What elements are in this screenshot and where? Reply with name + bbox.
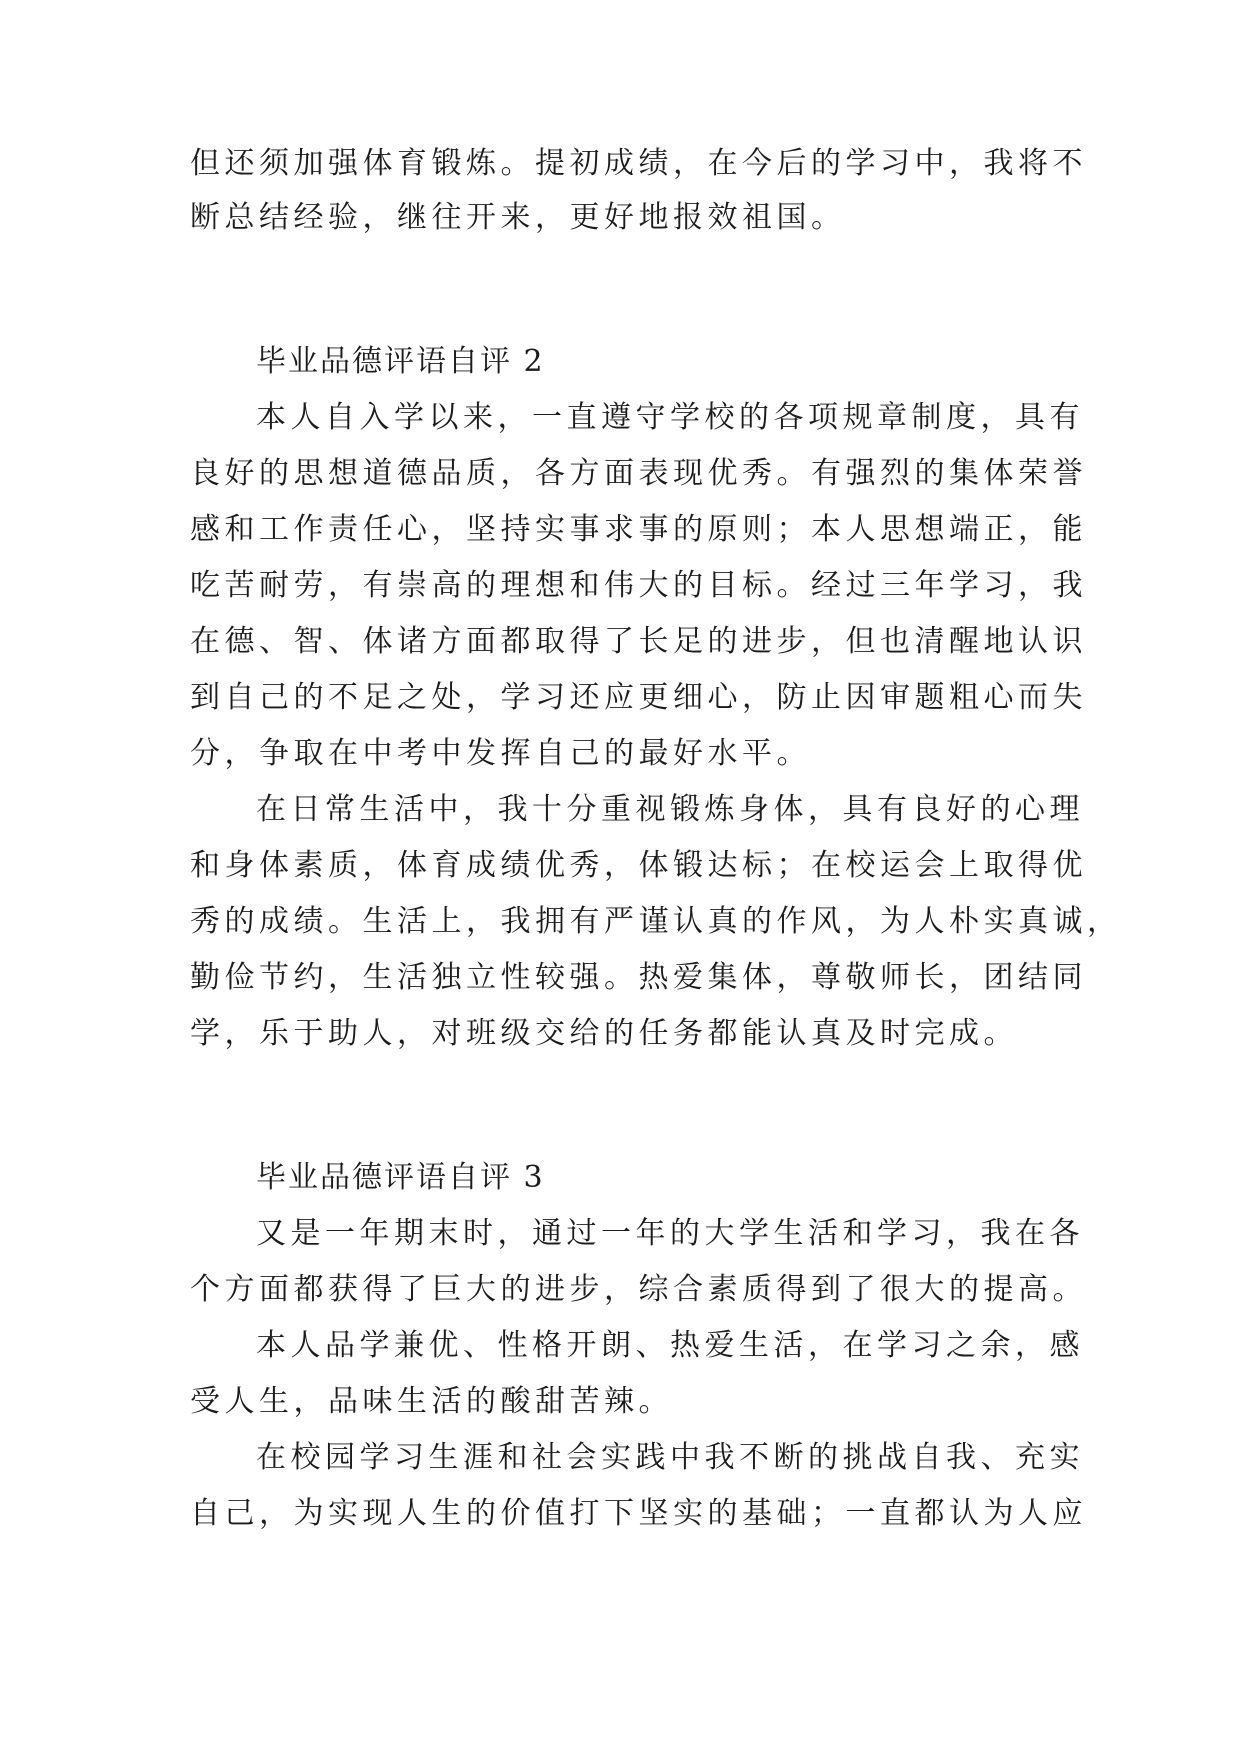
paragraph-line: 本人品学兼优、性格开朗、热爱生活，在学习之余，感	[256, 1328, 1084, 1363]
paragraph-line: 秀的成绩。生活上，我拥有严谨认真的作风，为人朴实真诚，	[190, 904, 1122, 939]
paragraph-line: 但还须加强体育锻炼。提初成绩，在今后的学习中，我将不	[190, 146, 1087, 181]
paragraph-line: 又是一年期末时，通过一年的大学生活和学习，我在各	[256, 1216, 1084, 1251]
paragraph-line: 良好的思想道德品质，各方面表现优秀。有强烈的集体荣誉	[190, 456, 1087, 491]
paragraph-line: 吃苦耐劳，有崇高的理想和伟大的目标。经过三年学习，我	[190, 568, 1087, 603]
paragraph-line: 在校园学习生涯和社会实践中我不断的挑战自我、充实	[256, 1440, 1084, 1475]
paragraph-line: 分，争取在中考中发挥自己的最好水平。	[190, 736, 811, 771]
paragraph-line: 感和工作责任心，坚持实事求事的原则；本人思想端正，能	[190, 512, 1087, 547]
paragraph-line: 和身体素质，体育成绩优秀，体锻达标；在校运会上取得优	[190, 848, 1087, 883]
paragraph-line: 学，乐于助人，对班级交给的任务都能认真及时完成。	[190, 1016, 1018, 1051]
paragraph-line: 本人自入学以来，一直遵守学校的各项规章制度，具有	[256, 400, 1084, 435]
section-heading: 毕业品德评语自评 3	[256, 1160, 545, 1195]
paragraph-line: 在日常生活中，我十分重视锻炼身体，具有良好的心理	[256, 792, 1084, 827]
section-heading: 毕业品德评语自评 2	[256, 344, 545, 379]
paragraph-line: 勤俭节约，生活独立性较强。热爱集体，尊敬师长，团结同	[190, 960, 1087, 995]
paragraph-line: 到自己的不足之处，学习还应更细心，防止因审题粗心而失	[190, 680, 1087, 715]
paragraph-line: 断总结经验，继往开来，更好地报效祖国。	[190, 200, 846, 235]
paragraph-line: 在德、智、体诸方面都取得了长足的进步，但也清醒地认识	[190, 624, 1087, 659]
paragraph-line: 自己，为实现人生的价值打下坚实的基础；一直都认为人应	[190, 1496, 1087, 1531]
paragraph-line: 个方面都获得了巨大的进步，综合素质得到了很大的提高。	[190, 1272, 1087, 1307]
paragraph-line: 受人生，品味生活的酸甜苦辣。	[190, 1384, 673, 1419]
